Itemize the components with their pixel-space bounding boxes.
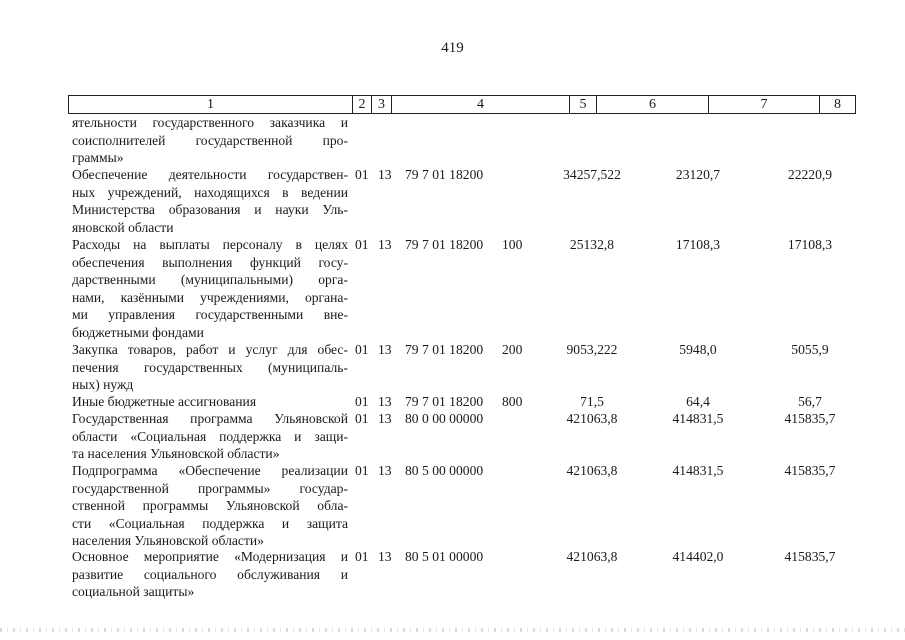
- cell-c4: 79 7 01 18200: [405, 342, 484, 357]
- cell-c3: 13: [378, 411, 392, 426]
- cell-c7: 23120,7: [675, 167, 721, 182]
- cell-c8: 22220,9: [787, 167, 833, 182]
- description-line: Подпрограмма «Обеспечение реализации: [72, 463, 348, 478]
- cell-c7: 5948,0: [679, 342, 717, 357]
- description-line: ных учреждений, находящихся в ведении: [72, 184, 348, 200]
- cell-c8: 415835,7: [784, 463, 836, 478]
- cell-c8: 415835,7: [784, 411, 836, 426]
- description-line: нами, казёнными учреждениями, органа-: [72, 289, 348, 305]
- cell-c4: 80 0 00 00000: [405, 411, 484, 426]
- cell-c2: 01: [355, 394, 369, 409]
- description-line: ятельности государственного заказчика и: [72, 115, 348, 130]
- cell-c6: 421063,8: [566, 411, 618, 426]
- header-col-6: 6: [597, 96, 709, 113]
- row-description: [72, 236, 348, 341]
- cell-c6: 25132,8: [569, 237, 615, 252]
- header-col-7: 7: [709, 96, 820, 113]
- row-description: [72, 114, 348, 167]
- description-line: государственной программы» государ-: [72, 480, 348, 496]
- description-line: Обеспечение деятельности государствен-: [72, 167, 348, 182]
- cell-c6: 9053,222: [566, 342, 618, 357]
- row-description: [72, 548, 348, 601]
- description-line: Министерства образования и науки Уль-: [72, 202, 348, 217]
- description-line: Основное мероприятие «Модернизация и: [72, 549, 348, 564]
- cell-c5: 100: [502, 237, 523, 252]
- table-header: [68, 95, 856, 114]
- cell-c8: 5055,9: [791, 342, 829, 357]
- description-line: Государственная программа Ульяновской: [72, 411, 348, 426]
- page-number: 419: [441, 40, 464, 56]
- cell-c3: 13: [378, 549, 392, 564]
- row-description: [72, 166, 348, 236]
- cell-c7: 414402,0: [672, 549, 724, 564]
- cell-c2: 01: [355, 463, 369, 478]
- description-line: дарственными (муниципальными) орга-: [72, 272, 348, 287]
- cell-c3: 13: [378, 342, 392, 357]
- description-line: области «Социальная поддержка и защи-: [72, 428, 348, 444]
- header-col-3: 3: [372, 96, 392, 113]
- header-col-1: 1: [69, 96, 353, 113]
- description-line: Закупка товаров, работ и услуг для обес-: [72, 342, 348, 357]
- cell-c3: 13: [378, 167, 392, 182]
- cell-c3: 13: [378, 237, 392, 252]
- cell-c8: 415835,7: [784, 549, 836, 564]
- description-line: граммы»: [72, 150, 124, 165]
- description-line: Расходы на выплаты персоналу в целях: [72, 237, 348, 252]
- cell-c4: 79 7 01 18200: [405, 167, 484, 182]
- header-col-8: 8: [834, 97, 841, 112]
- description-line: обеспечения выполнения функций госу-: [72, 254, 348, 270]
- cell-c2: 01: [355, 342, 369, 357]
- cell-c7: 414831,5: [672, 463, 724, 478]
- header-col-5: 5: [570, 96, 597, 113]
- cell-c4: 80 5 01 00000: [405, 549, 484, 564]
- cell-c7: 17108,3: [675, 237, 721, 252]
- row-description: [72, 393, 348, 411]
- row-description: [72, 341, 348, 394]
- description-line: та населения Ульяновской области»: [72, 446, 280, 461]
- cell-c2: 01: [355, 411, 369, 426]
- cell-c2: 01: [355, 237, 369, 252]
- description-line: ми управления государственными вне-: [72, 307, 348, 322]
- cell-c2: 01: [355, 167, 369, 182]
- cell-c4: 79 7 01 18200: [405, 237, 484, 252]
- cell-c3: 13: [378, 394, 392, 409]
- description-line: населения Ульяновской области»: [72, 533, 264, 548]
- description-line: социальной защиты»: [72, 584, 195, 599]
- description-line: печения государственных (муниципаль-: [72, 359, 348, 375]
- cell-c6: 71,5: [580, 394, 604, 409]
- cell-c6: 34257,522: [563, 167, 621, 182]
- description-line: ных) нужд: [72, 377, 134, 392]
- cell-c6: 421063,8: [566, 549, 618, 564]
- header-col-4: 4: [392, 96, 570, 113]
- cell-c5: 200: [502, 342, 523, 357]
- description-line: бюджетными фондами: [72, 324, 204, 340]
- description-line: соисполнителей государственной про-: [72, 132, 348, 148]
- cell-c7: 414831,5: [672, 411, 724, 426]
- cell-c4: 80 5 00 00000: [405, 463, 484, 478]
- description-line: ственной программы Ульяновской обла-: [72, 498, 348, 513]
- cell-c2: 01: [355, 549, 369, 564]
- cell-c6: 421063,8: [566, 463, 618, 478]
- cell-c5: 800: [502, 394, 523, 409]
- description-line: сти «Социальная поддержка и защита: [72, 515, 348, 531]
- cell-c7: 64,4: [686, 394, 710, 409]
- description-line: развитие социального обслуживания и: [72, 566, 348, 582]
- cell-c4: 79 7 01 18200: [405, 394, 484, 409]
- description-line: яновской области: [72, 219, 174, 235]
- header-col-2: 2: [353, 96, 372, 113]
- cell-c3: 13: [378, 463, 392, 478]
- description-line: Иные бюджетные ассигнования: [72, 394, 257, 409]
- row-description: [72, 410, 348, 463]
- scan-edge: [0, 628, 905, 632]
- cell-c8: 17108,3: [787, 237, 833, 252]
- cell-c8: 56,7: [798, 394, 822, 409]
- row-description: [72, 462, 348, 550]
